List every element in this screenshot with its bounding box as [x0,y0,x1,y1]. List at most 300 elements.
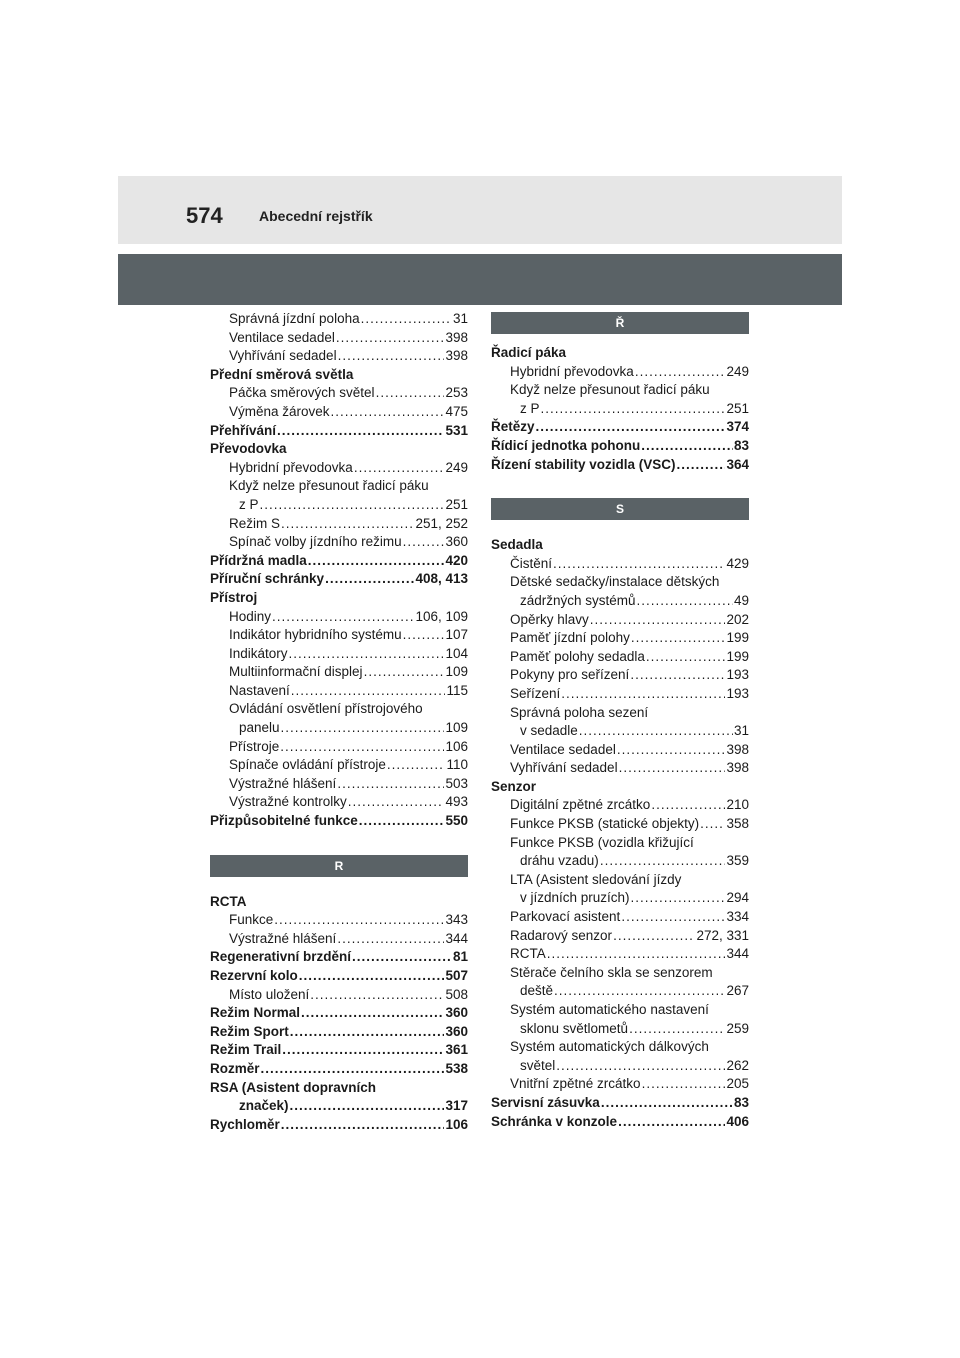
index-entry [210,812,468,831]
section-letter-s: S [615,502,624,517]
page-reference: 259 [726,1020,749,1036]
index-term: Když nelze přesunout řadicí páku [510,382,710,398]
dot-leader [338,347,445,366]
index-entry [210,663,468,682]
dot-leader [289,645,445,664]
header-band [118,254,842,305]
index-term: Senzor [491,778,537,794]
index-term: Převodovka [210,441,287,457]
dot-leader [348,793,445,812]
dot-leader [364,663,445,682]
index-term: Schránka v konzole [491,1113,618,1129]
index-term: v sedadle [520,723,578,739]
page-reference: 251 [445,496,468,512]
page-reference: 104 [445,645,468,661]
index-entry [491,1075,749,1094]
index-term: Paměť jízdní polohy [510,630,630,646]
index-entry [491,1113,749,1132]
index-entry [210,1004,468,1023]
index-term: Výstražné kontrolky [229,794,347,810]
index-entries-r [210,893,468,1135]
index-term: Řetězy [491,419,535,435]
index-term: Když nelze přesunout řadicí páku [229,478,429,494]
page-reference: 398 [726,741,749,757]
index-term: Regenerativní brzdění [210,949,352,965]
dot-leader [547,945,726,964]
index-entry [210,911,468,930]
index-term: RCTA [510,946,546,962]
index-term: RCTA [210,893,247,909]
index-entries-left [210,310,468,831]
page-reference: 193 [726,667,749,683]
index-entry [491,927,749,946]
index-entry [491,666,749,685]
dot-leader [282,1041,444,1060]
dot-leader [641,437,733,456]
dot-leader [642,1075,726,1094]
index-column-left [210,310,468,1134]
index-entry [210,422,468,441]
page-reference: 344 [726,946,749,962]
page-header [118,176,842,244]
index-term: Spínač volby jízdního režimu [229,534,402,550]
index-term: Přední směrová světla [210,366,354,382]
index-entry [491,704,749,723]
index-entry [491,1057,749,1076]
index-entry [491,1094,749,1113]
index-entry [491,437,749,456]
index-term: Řídicí jednotka pohonu [491,437,641,453]
page-reference: 343 [445,912,468,928]
index-entry [210,1079,468,1098]
index-entry [491,815,749,834]
index-entry [491,722,749,741]
index-entry [210,589,468,608]
index-entry [210,930,468,949]
dot-leader [308,552,445,571]
dot-leader [651,796,725,815]
index-term: Přístroj [210,589,258,605]
page-reference: 429 [726,555,749,571]
index-entry [491,685,749,704]
index-entry [210,608,468,627]
index-entry [210,1060,468,1079]
index-entry [210,626,468,645]
index-entry [210,366,468,385]
index-term: Paměť polohy sedadla [510,648,645,664]
dot-leader [561,685,725,704]
index-entry [491,418,749,437]
index-term: Režim S [229,515,281,531]
index-entry [491,796,749,815]
index-entry [491,611,749,630]
index-term: Stěrače čelního skla se senzorem [510,964,713,980]
index-entry [491,964,749,983]
index-term: Čistění [510,555,553,571]
dot-leader [337,930,444,949]
index-term: Funkce [229,912,274,928]
index-entry [210,310,468,329]
index-entry [210,329,468,348]
index-term: Přehřívání [210,422,277,438]
page-reference: 493 [445,794,468,810]
dot-leader [403,626,445,645]
page-reference: 199 [726,630,749,646]
page-reference: 420 [445,552,468,568]
index-entry [210,775,468,794]
dot-leader [352,948,452,967]
index-entry [210,1041,468,1060]
page-reference: 361 [445,1042,468,1058]
page-reference: 262 [726,1057,749,1073]
index-term: Řízení stability vozidla (VSC) [491,456,676,472]
dot-leader [280,738,444,757]
page-reference: 115 [446,682,468,698]
index-term: Vyhřívání sedadel [510,760,618,776]
dot-leader [376,384,445,403]
dot-leader [554,982,725,1001]
index-entry [491,456,749,475]
page-reference: 508 [445,986,468,1002]
index-term: Sedadla [491,537,543,553]
page-reference: 109 [445,664,468,680]
index-entry [210,440,468,459]
index-entry [210,986,468,1005]
index-term: Dětské sedačky/instalace dětských [510,574,720,590]
index-entry [491,400,749,419]
dot-leader [579,722,733,741]
index-entry [491,555,749,574]
page-reference: 360 [445,534,468,550]
index-term: Systém automatických dálkových [510,1039,709,1055]
index-entry [210,477,468,496]
index-entry [210,496,468,515]
index-term: z P [520,400,540,416]
index-entry [491,536,749,555]
dot-leader [700,815,725,834]
page-reference: 205 [726,1076,749,1092]
index-entry [491,1038,749,1057]
section-header-s [491,498,749,520]
dot-leader [617,741,726,760]
index-entry [491,1020,749,1039]
page-reference: 31 [733,723,749,739]
index-term: Přizpůsobitelné funkce [210,813,358,829]
page-reference: 267 [726,983,749,999]
index-term: Ventilace sedadel [510,741,616,757]
index-term: zádržných systémů [520,592,636,608]
page-reference: 251, 252 [415,515,468,531]
dot-leader [331,403,445,422]
index-entry [491,1001,749,1020]
section-header-rcaron [491,312,749,334]
index-term: Indikátory [229,645,288,661]
index-entry [210,1023,468,1042]
dot-leader [601,1094,733,1113]
dot-leader [541,400,726,419]
index-entry [210,645,468,664]
dot-leader [618,1113,725,1132]
dot-leader [629,1020,725,1039]
page-reference: 475 [445,403,468,419]
page-reference: 538 [445,1060,468,1076]
page-reference: 253 [445,385,468,401]
page-reference: 531 [445,422,468,438]
index-term: Spínače ovládání přístroje [229,757,386,773]
page-reference: 49 [733,592,749,608]
index-entry [210,793,468,812]
dot-leader [291,682,446,701]
dot-leader [621,908,725,927]
dot-leader [310,986,444,1005]
index-term: deště [520,983,554,999]
index-term: Páčka směrových světel [229,385,375,401]
page-reference: 110 [446,757,468,773]
page-reference: 210 [726,797,749,813]
page-reference: 249 [726,363,749,379]
page-reference: 360 [445,1005,468,1021]
page-reference: 106 [445,738,468,754]
page-reference: 364 [726,456,749,472]
dot-leader [631,889,726,908]
index-term: Nastavení [229,682,290,698]
index-term: Multiinformační displej [229,664,363,680]
index-entry [210,570,468,589]
index-term: Rezervní kolo [210,968,298,983]
index-term: Režim Normal [210,1005,301,1021]
dot-leader [635,363,726,382]
index-entries-rcaron [491,344,749,474]
page-reference: 358 [726,816,749,832]
index-entry [210,719,468,738]
dot-leader [359,812,445,831]
page-reference: 106 [445,1116,468,1132]
dot-leader [354,459,445,478]
index-term: Digitální zpětné zrcátko [510,797,651,813]
dot-leader [281,515,414,534]
page-reference: 251 [726,400,749,416]
index-column-right [491,310,749,1131]
section-letter-rcaron: Ř [615,316,625,330]
index-entry [491,889,749,908]
index-entry [491,629,749,648]
index-term: Pokyny pro seřízení [510,667,630,683]
index-term: Výstražné hlášení [229,775,337,791]
index-term: Výstražné hlášení [229,930,337,946]
page-reference: 360 [445,1023,468,1039]
index-entry [210,700,468,719]
index-term: Přídržná madla [210,552,307,568]
index-entries-s [491,536,749,1131]
dot-leader [677,456,726,475]
index-entry [210,756,468,775]
index-entry [210,384,468,403]
index-entry [210,738,468,757]
page-reference: 109 [445,720,468,736]
dot-leader [290,1023,445,1042]
dot-leader [274,911,444,930]
dot-leader [556,1057,725,1076]
index-term: Řadicí páka [491,345,567,360]
index-term: Funkce PKSB (statické objekty) [510,816,700,832]
dot-leader [301,1004,444,1023]
index-entry [491,648,749,667]
index-entry [210,967,468,986]
page-reference: 107 [445,627,468,643]
index-term: Parkovací asistent [510,909,621,925]
index-term: Ovládání osvětlení přístrojového [229,701,423,717]
dot-leader [590,611,726,630]
page-reference: 294 [726,890,749,906]
dot-leader [553,555,725,574]
page-reference: 359 [726,853,749,869]
index-term: Rychloměr [210,1116,280,1132]
page-title: Abecední rejstřík [259,208,373,224]
dot-leader [277,422,444,441]
index-entry [210,552,468,571]
dot-leader [613,927,695,946]
page-reference: 249 [445,459,468,475]
page-reference: 106, 109 [415,608,468,624]
index-entry [491,573,749,592]
page-reference: 344 [445,930,468,946]
dot-leader [337,775,444,794]
index-entry [210,533,468,552]
index-term: Seřízení [510,685,561,701]
dot-leader [336,329,445,348]
index-entry [491,592,749,611]
section-letter-r: R [334,858,344,873]
index-entry [491,871,749,890]
page-reference: 374 [726,419,749,435]
index-term: v jízdních pruzích) [520,890,630,906]
index-term: Ventilace sedadel [229,329,335,345]
page-reference: 408, 413 [415,571,468,587]
page-reference: 317 [445,1098,468,1114]
dot-leader [325,570,414,589]
page-reference: 272, 331 [696,927,749,943]
dot-leader [619,759,726,778]
page-reference: 398 [726,760,749,776]
index-term: Rozměr [210,1060,260,1076]
page-reference: 398 [445,348,468,364]
index-entry [491,945,749,964]
dot-leader [600,852,726,871]
index-term: Servisní zásuvka [491,1094,600,1110]
index-entry [491,852,749,871]
index-entry [210,948,468,967]
dot-leader [387,756,446,775]
index-entry [210,459,468,478]
index-term: Správná poloha sezení [510,704,649,720]
index-entry [491,363,749,382]
index-entry [491,778,749,797]
section-header-r [210,855,468,877]
index-term: RSA (Asistent dopravních [210,1079,377,1095]
index-entry [210,893,468,912]
page-reference: 503 [445,775,468,791]
index-term: Režim Sport [210,1023,289,1039]
index-term: Hybridní převodovka [510,363,634,379]
page-reference: 81 [452,949,468,965]
page-reference: 406 [726,1113,749,1129]
page-reference: 193 [726,685,749,701]
index-term: Radarový senzor [510,927,613,943]
dot-leader [261,1060,445,1079]
dot-leader [290,1097,445,1116]
index-term: Systém automatického nastavení [510,1002,709,1017]
index-entry [491,741,749,760]
index-entry [491,834,749,853]
page-number: 574 [186,203,223,228]
index-term: Funkce PKSB (vozidla křižující [510,834,694,850]
index-term: dráhu vzadu) [520,853,599,869]
page-reference: 83 [733,1094,749,1110]
index-term: Správná jízdní poloha [229,311,360,326]
index-entry [491,381,749,400]
dot-leader [299,967,445,986]
index-term: sklonu světlometů [520,1020,629,1036]
dot-leader [281,1116,445,1135]
index-entry [210,682,468,701]
dot-leader [631,629,726,648]
index-entry [491,344,749,363]
index-term: Vyhřívání sedadel [229,348,337,364]
page-reference: 199 [726,648,749,664]
page-reference: 334 [726,909,749,925]
dot-leader [637,592,733,611]
index-entry [210,1097,468,1116]
index-term: z P [239,496,259,512]
page-reference: 202 [726,611,749,627]
page-reference: 83 [733,437,749,453]
index-term: Místo uložení [229,986,310,1002]
index-term: panelu [239,720,280,736]
index-term: LTA (Asistent sledování jízdy [510,871,682,887]
dot-leader [536,418,726,437]
index-term: Hodiny [229,608,272,624]
index-term: značek) [239,1098,289,1114]
index-term: Přístroje [229,738,280,754]
dot-leader [281,719,445,738]
page-reference: 398 [445,329,468,345]
index-term: Opěrky hlavy [510,611,589,627]
index-entry [491,759,749,778]
index-entry [491,982,749,1001]
index-term: Indikátor hybridního systému [229,627,402,643]
index-term: Hybridní převodovka [229,459,353,475]
index-term: Výměna žárovek [229,403,330,419]
index-term: Příruční schránky [210,571,325,587]
dot-leader [646,648,726,667]
page-reference: 31 [452,311,468,326]
dot-leader [630,666,725,685]
index-entry [210,1116,468,1135]
index-entry [210,515,468,534]
page-reference: 550 [445,813,468,829]
dot-leader [361,310,452,329]
index-term: světel [520,1057,556,1073]
index-entry [210,347,468,366]
index-term: Režim Trail [210,1042,282,1058]
page-reference: 507 [445,968,468,983]
dot-leader [403,533,445,552]
index-entry [491,908,749,927]
index-term: Vnitřní zpětné zrcátko [510,1076,641,1092]
dot-leader [272,608,414,627]
index-entry [210,403,468,422]
dot-leader [260,496,445,515]
